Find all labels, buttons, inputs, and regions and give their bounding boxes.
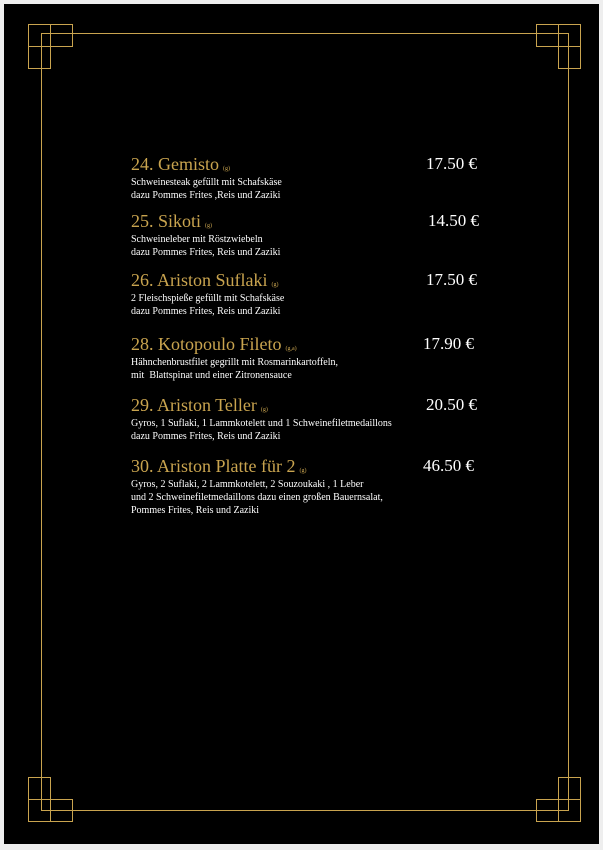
description-line: dazu Pommes Frites, Reis und Zaziki (131, 306, 281, 317)
dish-description (131, 356, 511, 382)
dish-description (131, 233, 511, 259)
menu-item (131, 455, 511, 517)
dish-price: 17.50 € (426, 270, 477, 289)
description-line: und 2 Schweinefiletmedaillons dazu einen großen Bauernsalat, (131, 492, 383, 503)
allergen-code: (g) (260, 407, 268, 413)
dish-price: 20.50 € (426, 395, 477, 414)
allergen-code: (g) (205, 223, 213, 229)
dish-title: 26. Ariston Suflaki (131, 270, 268, 290)
menu-item (131, 269, 511, 318)
dish-title: 28. Kotopoulo Fileto (131, 334, 282, 354)
dish-description (131, 478, 511, 517)
dish-description (131, 417, 511, 443)
description-line: Schweinesteak gefüllt mit Schafskäse (131, 177, 282, 188)
description-line: dazu Pommes Frites, Reis und Zaziki (131, 431, 281, 442)
description-line: Pommes Frites, Reis und Zaziki (131, 505, 260, 516)
description-line: dazu Pommes Frites ,Reis und Zaziki (131, 190, 281, 201)
description-line: dazu Pommes Frites, Reis und Zaziki (131, 247, 281, 258)
menu-item (131, 394, 511, 443)
dish-price: 46.50 € (423, 456, 474, 475)
menu-item (131, 153, 511, 202)
dish-price: 17.90 € (423, 334, 474, 353)
dish-title: 30. Ariston Platte für 2 (131, 456, 296, 476)
description-line: Schweineleber mit Röstzwiebeln (131, 234, 263, 245)
description-line: Gyros, 1 Suflaki, 1 Lammkotelett und 1 Schweinefiletmedaillons (131, 418, 392, 429)
dish-price: 14.50 € (428, 211, 479, 230)
dish-title: 25. Sikoti (131, 211, 202, 231)
description-line: Gyros, 2 Suflaki, 2 Lammkotelett, 2 Souzoukaki , 1 Leber (131, 479, 364, 490)
dish-title: 29. Ariston Teller (131, 395, 257, 415)
description-line: 2 Fleischspieße gefüllt mit Schafskäse (131, 293, 285, 304)
description-line: Hähnchenbrustfilet gegrillt mit Rosmarinkartoffeln, (131, 357, 338, 368)
dish-description (131, 176, 511, 202)
allergen-code: (g) (271, 282, 279, 288)
menu-item (131, 333, 511, 382)
menu-item (131, 210, 511, 259)
dish-price: 17.50 € (426, 154, 477, 173)
allergen-code: (g,a) (285, 346, 297, 352)
dish-description (131, 292, 511, 318)
allergen-code: (g) (223, 166, 230, 172)
allergen-code: (g) (299, 468, 307, 474)
description-line: mit Blattspinat und einer Zitronensauce (131, 370, 292, 381)
dish-title: 24. Gemisto (131, 154, 219, 174)
